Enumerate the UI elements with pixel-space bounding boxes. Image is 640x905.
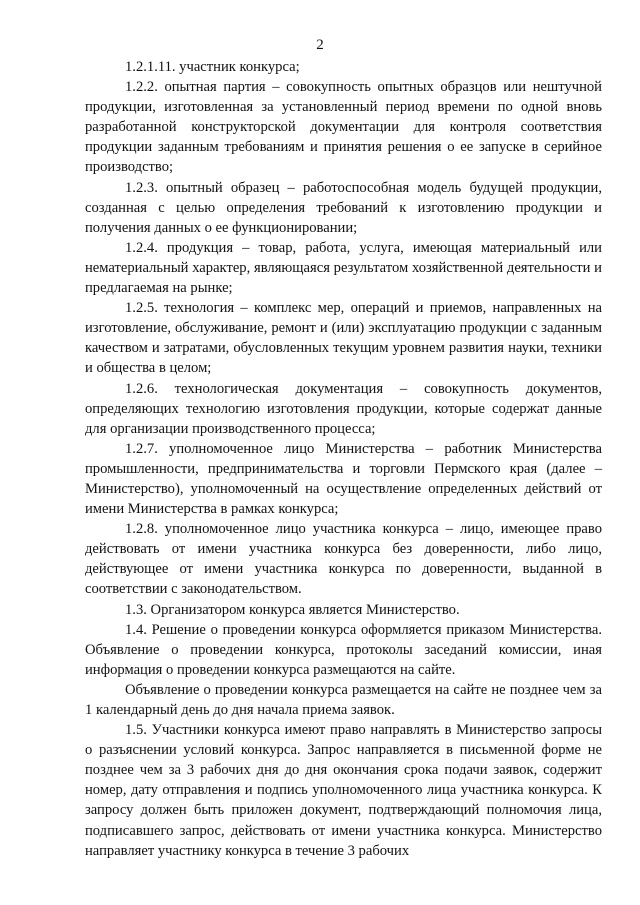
page-number: 2 [316, 37, 324, 53]
paragraph-1-2-4: 1.2.4. продукция – товар, работа, услуга, имеющая материальный или нематериальный характер, являющаяся результатом хозяйственной деятельности и предлагаемая на рынке; [85, 239, 602, 297]
document-body [85, 57, 602, 861]
paragraph-1-2-3: 1.2.3. опытный образец – работоспособная модель будущей продукции, созданная с целью определения требований к изготовлению продукции и получения данных о ее функционировании; [85, 179, 602, 236]
paragraph-announcement: Объявление о проведении конкурса размещается на сайте не позднее чем за 1 календарный день до дня начала приема заявок. [85, 681, 602, 718]
paragraph-1-3: 1.3. Организатором конкурса является Министерство. [125, 601, 460, 618]
paragraph-1-2-8: 1.2.8. уполномоченное лицо участника конкурса – лицо, имеющее право действовать от имени участника конкурса без доверенности, либо лицо, действующее от имени участника конкурса по доверенности, выданной в соответствии с законодательством. [85, 521, 602, 598]
paragraph-1-5: 1.5. Участники конкурса имеют право направлять в Министерство запросы о разъяснении условий конкурса. Запрос направляется в письменной форме не позднее чем за 3 рабочих дня до дня окончания срока подачи заявок, содержит номер, дату отправления и подпись уполномоченного лица участника конкурса. К запросу должен быть приложен документ, подтверждающий полномочия лица, подписавшего запрос, действовать от имени участника конкурса. Министерство направляет участнику конкурса в течение 3 рабочих [85, 722, 602, 859]
paragraph-1-2-6: 1.2.6. технологическая документация – совокупность документов, определяющих технологию изготовления продукции, которые содержат данные для организации производственного процесса; [85, 380, 602, 437]
paragraph-1-4: 1.4. Решение о проведении конкурса оформляется приказом Министерства. Объявление о проведении конкурса, протоколы заседаний комиссии, иная информация о проведении конкурса размещаются на сайте. [85, 621, 602, 678]
paragraph-1-2-5: 1.2.5. технология – комплекс мер, операций и приемов, направленных на изготовление, обслуживание, ремонт и (или) эксплуатацию продукции с заданным качеством и затратами, обусловленных текущим уровнем развития науки, техники и общества в целом; [85, 300, 602, 377]
paragraph-1-2-1-11: 1.2.1.11. участник конкурса; [125, 59, 300, 75]
paragraph-1-2-7: 1.2.7. уполномоченное лицо Министерства – работник Министерства промышленности, предпринимательства и торговли Пермского края (далее – Министерство), уполномоченный на осуществление определенных действий от имени Министерства в рамках конкурса; [85, 440, 602, 518]
paragraph-1-2-2: 1.2.2. опытная партия – совокупность опытных образцов или нештучной продукции, изготовленная за установленный период времени по одной вновь разработанной конструкторской документации для контроля соответствия продукции заданным требованиям и принятия решения о ее запуске в серийное производство; [85, 79, 602, 176]
